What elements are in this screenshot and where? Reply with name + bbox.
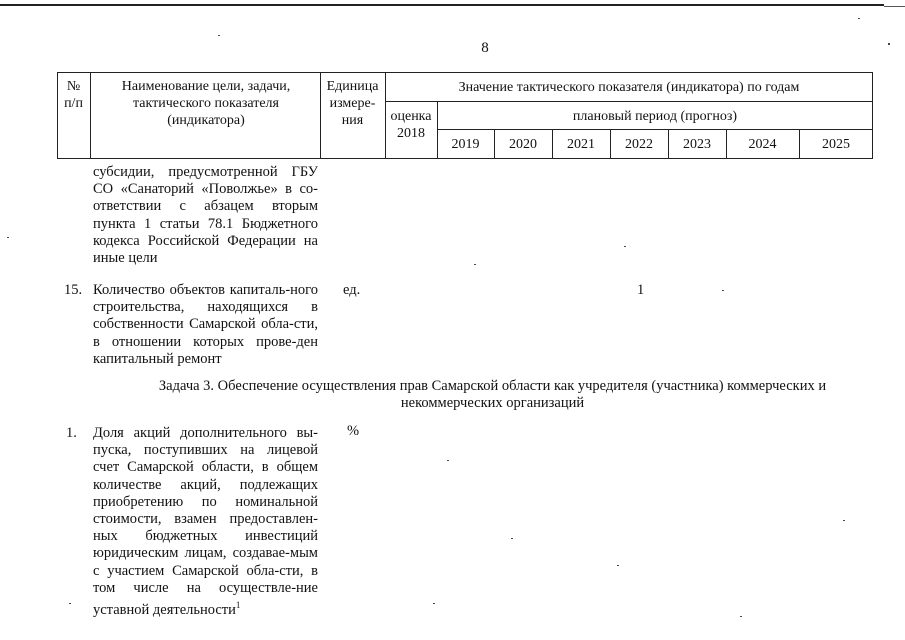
divider-values-title <box>385 101 873 102</box>
header-year-2021: 2021 <box>567 137 595 152</box>
header-unit: Единица измере-ния <box>326 79 379 128</box>
scan-speck <box>624 246 626 247</box>
task-heading-line2: некоммерческих организаций <box>400 395 585 411</box>
task-heading <box>40 378 905 412</box>
top-border-line-tail <box>884 6 905 7</box>
row-name <box>93 425 318 619</box>
scan-speck <box>474 264 476 265</box>
header-year-2019: 2019 <box>451 137 480 152</box>
header-year-2020: 2020 <box>509 137 537 152</box>
scan-speck <box>7 237 9 238</box>
header-values-title: Значение тактического показателя (индикатора) по годам <box>458 80 800 95</box>
page-number: 8 <box>481 40 489 56</box>
row-number: 1. <box>66 425 77 441</box>
row-name-continued: субсидии, предусмотренной ГБУ СО «Санаторий «Поволжье» в со-ответствии с абзацем вторым пункта 1 статьи 78.1 Бюджетного кодекса Российской Федерации на иные цели <box>93 164 318 267</box>
row-name-text: Доля акций дополнительного вы-пуска, поступивших на лицевой счет Самарской области, в общем количестве акций, подлежащих приобретению по номинальной стоимости, взамен предоставлен-ных бюджетных инвестиций юридическим лицам, создавае-мым с участием Самарской обла-сти, в том числе на осуществле-ние уставной деятельности <box>93 425 318 618</box>
header-plan-period: плановый период (прогноз) <box>572 109 738 124</box>
header-bottom-border <box>57 158 873 159</box>
header-year-2025: 2025 <box>822 137 850 152</box>
header-top-border <box>57 72 873 73</box>
footnote-marker: 1 <box>235 600 241 611</box>
scan-speck <box>617 565 619 566</box>
scan-speck <box>447 460 449 461</box>
row-number: 15. <box>64 282 83 298</box>
row-name: Количество объектов капиталь-ного строительства, находящихся в собственности Самарской обла-сти, в отношении которых прове-ден капитальный ремонт <box>93 282 318 367</box>
header-name: Наименование цели, задачи, тактического показателя (индикатора) <box>121 79 291 128</box>
table-header <box>57 72 873 159</box>
scan-speck <box>511 538 513 539</box>
header-year-2023: 2023 <box>683 137 711 152</box>
scan-speck <box>69 603 71 604</box>
row-unit: ед. <box>343 282 361 298</box>
scan-speck <box>888 43 890 45</box>
scan-speck <box>843 520 845 521</box>
row-value: 1 <box>637 282 645 298</box>
scan-speck <box>858 18 860 19</box>
scan-speck <box>722 290 724 291</box>
header-num: № п/п <box>64 79 83 111</box>
divider-plan-period <box>437 129 873 130</box>
row-unit: % <box>347 423 360 439</box>
header-year-2022: 2022 <box>625 137 653 152</box>
header-year-2024: 2024 <box>748 137 777 152</box>
task-heading-line1: Задача 3. Обеспечение осуществления прав Самарской области как учредителя (участника) коммерческих и <box>158 378 827 394</box>
scan-speck <box>740 616 742 617</box>
scan-speck <box>218 35 220 36</box>
header-estimate: оценка 2018 <box>390 109 432 141</box>
top-border-line <box>0 4 884 6</box>
scan-speck <box>433 603 435 604</box>
divider-num <box>90 72 91 159</box>
